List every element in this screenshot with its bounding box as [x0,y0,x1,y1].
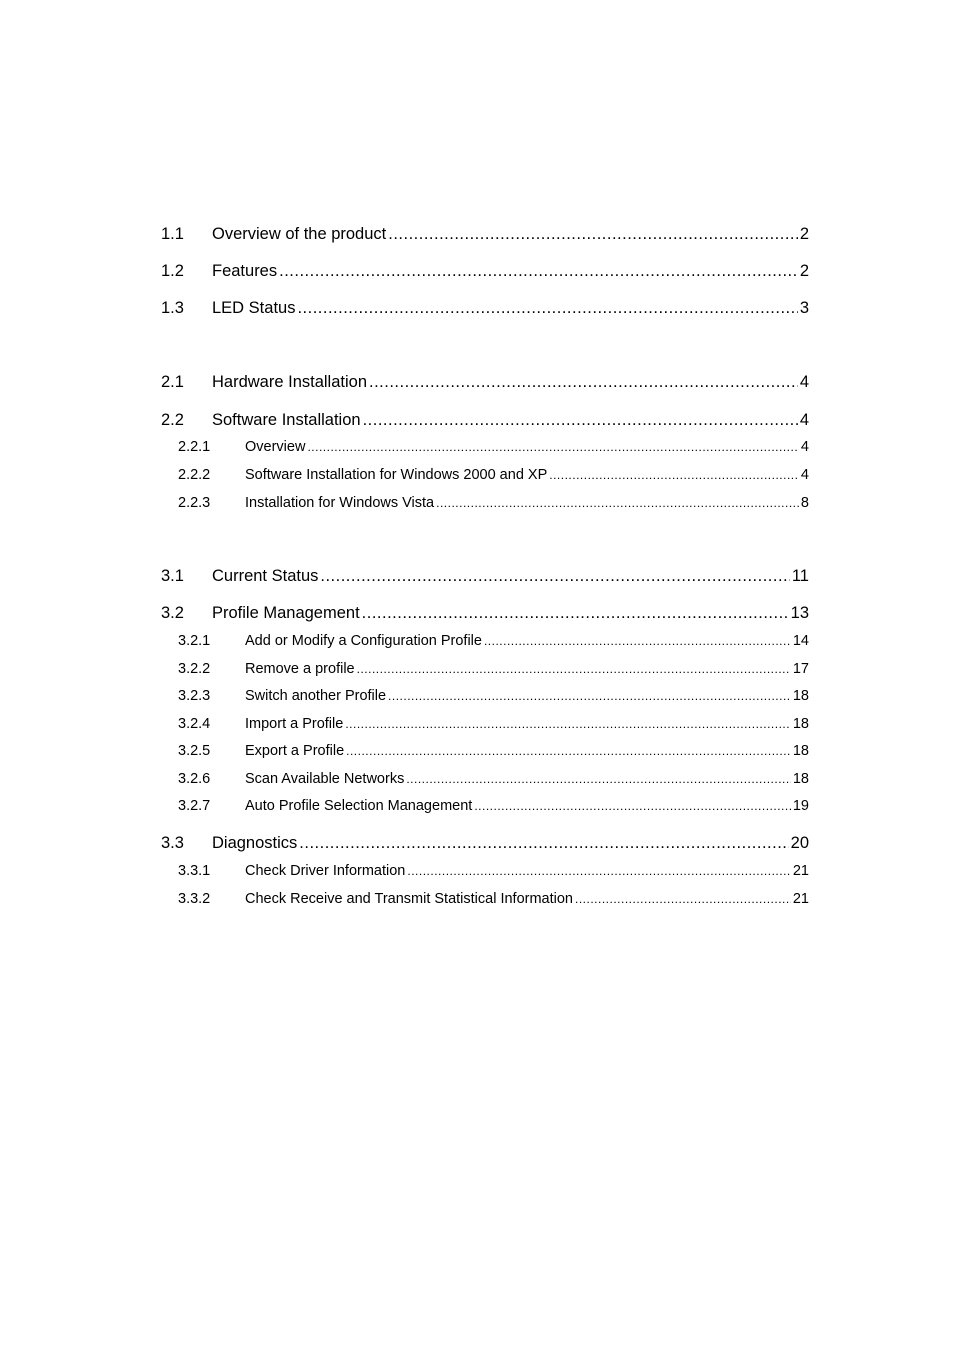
dot-leader [484,634,791,648]
dot-leader [346,744,791,758]
toc-entry-title: Remove a profile [245,661,355,677]
toc-entry-number: 3.2.2 [178,661,211,677]
toc-entry-page: 14 [792,633,809,649]
toc-entry-page: 4 [800,467,809,483]
toc-entry-number: 3.1 [161,567,184,585]
dot-leader [362,604,789,623]
toc-entry-number: 3.2.5 [178,743,211,759]
toc-subentry[interactable] [161,688,809,704]
dot-leader [345,717,791,731]
toc-entry-page: 18 [792,688,809,704]
toc-subentry[interactable] [161,863,809,879]
toc-entry-page: 19 [792,798,809,814]
dot-leader [297,299,797,318]
toc-entry-page: 18 [792,771,809,787]
dot-leader [388,689,791,703]
toc-entry-page: 4 [800,439,809,455]
dot-leader [388,225,798,244]
toc-entry-number: 3.2.3 [178,688,211,704]
toc-entry-number: 2.2.3 [178,495,211,511]
dot-leader [369,373,798,392]
toc-entry-number: 2.2 [161,411,184,429]
toc-entry-page: 21 [792,891,809,907]
toc-entry-title: Overview of the product [212,225,387,243]
toc-entry-title: Diagnostics [212,834,298,852]
toc-entry-title: Installation for Windows Vista [245,495,435,511]
dot-leader [279,262,798,281]
toc-entry-page: 3 [799,299,809,317]
toc-entry-title: Features [212,262,278,280]
toc-entry[interactable] [161,225,809,244]
toc-entry-number: 3.2.6 [178,771,211,787]
toc-entry-number: 1.1 [161,225,184,243]
toc-entry-title: Switch another Profile [245,688,387,704]
toc-entry-number: 1.3 [161,299,184,317]
toc-entry-page: 17 [792,661,809,677]
toc-entry[interactable] [161,299,809,318]
toc-subentry[interactable] [161,771,809,787]
toc-entry-page: 11 [791,567,809,585]
toc-entry-title: Software Installation for Windows 2000 and XP [245,467,548,483]
toc-entry-number: 3.3.2 [178,891,211,907]
toc-entry-number: 3.3.1 [178,863,211,879]
toc-entry-title: Overview [245,439,306,455]
toc-entry-title: Profile Management [212,604,360,622]
toc-entry-title: Software Installation [212,411,361,429]
toc-entry-page: 18 [792,743,809,759]
toc-entry-page: 13 [790,604,809,622]
dot-leader [407,864,791,878]
toc-entry-title: Scan Available Networks [245,771,405,787]
toc-entry-title: Auto Profile Selection Management [245,798,473,814]
toc-entry-page: 4 [799,373,809,391]
dot-leader [549,468,799,482]
toc-entry-number: 2.2.1 [178,439,211,455]
toc-subentry[interactable] [161,467,809,483]
toc-entry-number: 3.3 [161,834,184,852]
toc-entry-title: LED Status [212,299,296,317]
toc-entry-page: 18 [792,716,809,732]
toc-subentry[interactable] [161,716,809,732]
toc-entry-number: 3.2.1 [178,633,211,649]
toc-entry-title: Add or Modify a Configuration Profile [245,633,482,649]
dot-leader [299,834,788,853]
toc-entry[interactable] [161,411,809,430]
dot-leader [474,799,791,813]
toc-entry-page: 8 [800,495,809,511]
toc-subentry[interactable] [161,633,809,649]
toc-entry[interactable] [161,834,809,853]
dot-leader [307,440,798,454]
toc-entry[interactable] [161,373,809,392]
toc-entry-title: Import a Profile [245,716,344,732]
toc-entry-page: 21 [792,863,809,879]
dot-leader [363,411,798,430]
toc-entry-number: 3.2.4 [178,716,211,732]
toc-entry[interactable] [161,604,809,623]
toc-entry-page: 20 [790,834,809,852]
toc-entry-number: 2.1 [161,373,184,391]
toc-subentry[interactable] [161,495,809,511]
toc-entry[interactable] [161,567,809,586]
dot-leader [406,772,791,786]
toc-entry-number: 3.2 [161,604,184,622]
toc-entry-title: Hardware Installation [212,373,367,391]
toc-entry-title: Check Driver Information [245,863,406,879]
toc-subentry[interactable] [161,439,809,455]
dot-leader [575,892,791,906]
toc-subentry[interactable] [161,661,809,677]
dot-leader [320,567,789,586]
toc-subentry[interactable] [161,798,809,814]
toc-entry-page: 4 [799,411,809,429]
toc-entry-number: 3.2.7 [178,798,211,814]
toc-subentry[interactable] [161,743,809,759]
toc-subentry[interactable] [161,891,809,907]
toc-entry-number: 2.2.2 [178,467,211,483]
dot-leader [357,662,791,676]
toc-entry[interactable] [161,262,809,281]
toc-entry-title: Check Receive and Transmit Statistical Information [245,891,573,907]
toc-entry-title: Current Status [212,567,319,585]
toc-entry-page: 2 [799,262,809,280]
dot-leader [436,496,799,510]
toc-entry-page: 2 [799,225,809,243]
toc-entry-title: Export a Profile [245,743,345,759]
toc-entry-number: 1.2 [161,262,184,280]
